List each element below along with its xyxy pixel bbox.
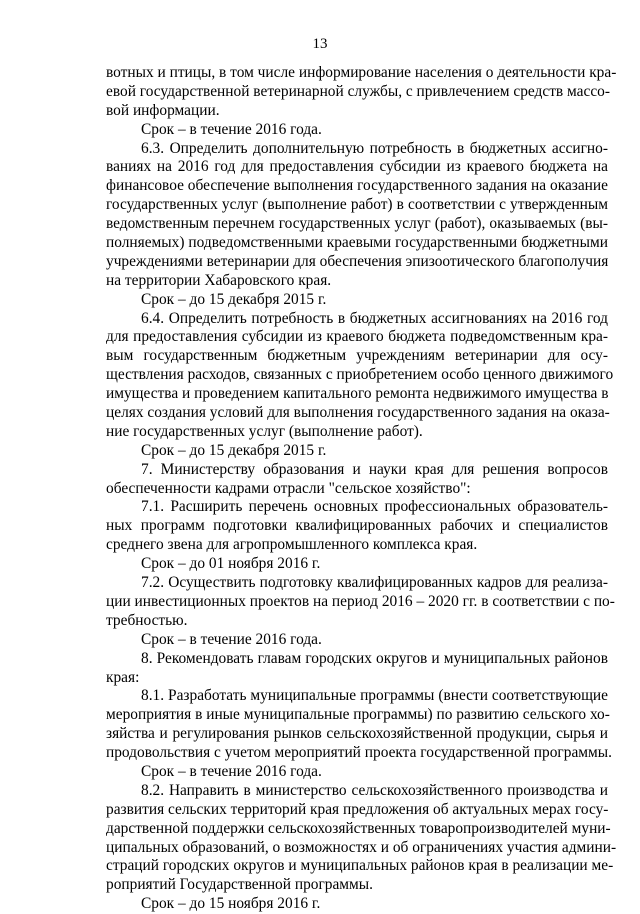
text-line: 7. Министерству образования и науки края для решения вопросов xyxy=(141,460,608,478)
text-line: Срок – до 01 ноября 2016 г. xyxy=(141,555,321,573)
text-line: Срок – до 15 ноября 2016 г. xyxy=(141,895,321,913)
text-line: обеспеченности кадрами отрасли "сельское хозяйство": xyxy=(106,479,471,497)
text-line: 6.3. Определить дополнительную потребность в бюджетных ассигно- xyxy=(141,139,608,157)
text-line: 8.1. Разработать муниципальные программы (внести соответствующие xyxy=(141,687,608,705)
text-line: учреждениями ветеринарии для обеспечения эпизоотического благополучия xyxy=(106,252,609,270)
text-line: 8. Рекомендовать главам городских округов и муниципальных районов xyxy=(141,649,608,667)
text-line: Срок – до 15 декабря 2015 г. xyxy=(141,441,327,459)
text-line: 8.2. Направить в министерство сельскохозяйственного производства и xyxy=(141,781,608,799)
text-line: требностью. xyxy=(106,611,188,629)
text-line: дарственной поддержки сельскохозяйственных товаропроизводителей муни- xyxy=(106,819,611,837)
text-line: ваниях на 2016 год для предоставления субсидии из краевого бюджета на xyxy=(106,158,608,176)
text-line: вотных и птицы, в том числе информирование населения о деятельности кра- xyxy=(106,64,617,81)
text-line: Срок – в течение 2016 года. xyxy=(141,630,322,648)
text-line: ции инвестиционных проектов на период 2016 – 2020 гг. в соответствии с по- xyxy=(106,592,615,610)
text-line: евой государственной ветеринарной службы, с привлечением средств массо- xyxy=(106,82,610,100)
text-line: государственных услуг (выполнение работ) в соответствии с утвержденным xyxy=(106,196,608,214)
document-body xyxy=(106,64,617,914)
text-line: ведомственным перечнем государственных услуг (работ), оказываемых (вы- xyxy=(106,215,608,233)
text-line: ных программ подготовки квалифицированных рабочих и специалистов xyxy=(106,517,608,535)
text-line: ществления расходов, связанных с приобретением особо ценного движимого xyxy=(106,366,614,384)
text-line: Срок – до 15 декабря 2015 г. xyxy=(141,290,327,308)
text-line: Срок – в течение 2016 года. xyxy=(141,120,322,138)
text-line: для предоставления субсидии из краевого бюджета подведомственным кра- xyxy=(106,328,608,346)
text-line: имущества и проведением капитального ремонта недвижимого имущества в xyxy=(106,385,609,403)
text-line: ципальных образований, о возможностях и об ограничениях участия админи- xyxy=(106,838,617,856)
text-line: мероприятия в иные муниципальные программы) по развитию сельского хо- xyxy=(106,706,610,724)
text-line: среднего звена для агропромышленного комплекса края. xyxy=(106,536,478,554)
text-line: 6.4. Определить потребность в бюджетных ассигнованиях на 2016 год xyxy=(141,309,608,327)
text-line: вой информации. xyxy=(106,101,220,119)
text-line: 7.1. Расширить перечень основных профессиональных образователь- xyxy=(141,498,608,516)
text-line: продовольствия с учетом мероприятий проекта государственной программы. xyxy=(106,744,612,762)
text-line: роприятий Государственной программы. xyxy=(106,876,373,894)
text-line: зяйства и регулирования рынков сельскохозяйственной продукции, сырья и xyxy=(106,725,608,743)
text-line: полняемых) подведомственными краевыми государственными бюджетными xyxy=(106,234,608,252)
text-line: страций городских округов и муниципальных районов края в реализации ме- xyxy=(106,857,614,875)
text-line: ние государственных услуг (выполнение работ). xyxy=(106,422,423,440)
text-line: на территории Хабаровского края. xyxy=(106,271,332,289)
text-line: Срок – в течение 2016 года. xyxy=(141,762,322,780)
text-line: развития сельских территорий края предложения об актуальных мерах госу- xyxy=(106,800,609,818)
text-line: края: xyxy=(106,668,140,686)
text-line: вым государственным бюджетным учреждениям ветеринарии для осу- xyxy=(106,347,608,365)
text-line: 7.2. Осуществить подготовку квалифицированных кадров для реализа- xyxy=(141,574,608,592)
text-line: целях создания условий для выполнения государственного задания на оказа- xyxy=(106,404,610,422)
page-number: 13 xyxy=(312,36,328,52)
text-line: финансовое обеспечение выполнения государственного задания на оказание xyxy=(106,177,608,195)
